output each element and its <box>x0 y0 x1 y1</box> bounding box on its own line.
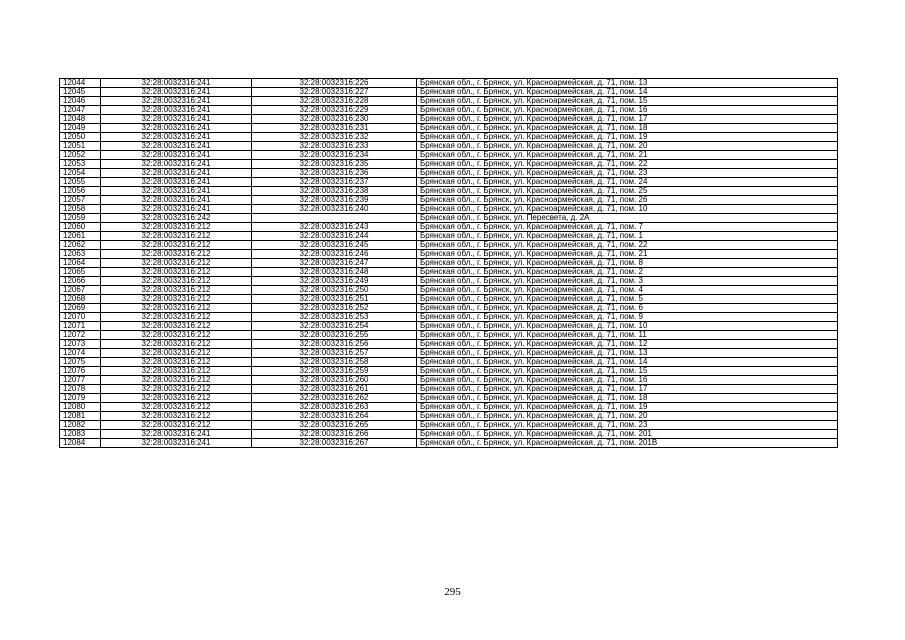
address-cell: Брянская обл., г. Брянск, ул. Красноармейская, д. 71, пом. 10 <box>417 322 838 331</box>
address-cell: Брянская обл., г. Брянск, ул. Красноармейская, д. 71, пом. 9 <box>417 313 838 322</box>
table-row <box>60 268 838 277</box>
row-number-cell: 12053 <box>60 160 101 169</box>
address-cell: Брянская обл., г. Брянск, ул. Красноармейская, д. 71, пом. 14 <box>417 358 838 367</box>
table-row <box>60 403 838 412</box>
parent-cadastral-cell: 32:28:0032316:212 <box>101 268 252 277</box>
parent-cadastral-cell: 32:28:0032316:241 <box>101 151 252 160</box>
address-cell: Брянская обл., г. Брянск, ул. Красноармейская, д. 71, пом. 21 <box>417 151 838 160</box>
table-row <box>60 196 838 205</box>
row-number-cell: 12067 <box>60 286 101 295</box>
address-cell: Брянская обл., г. Брянск, ул. Красноармейская, д. 71, пом. 8 <box>417 259 838 268</box>
cadastral-number-cell: 32:28:0032316:238 <box>252 187 417 196</box>
row-number-cell: 12047 <box>60 106 101 115</box>
parent-cadastral-cell: 32:28:0032316:212 <box>101 322 252 331</box>
cadastral-number-cell: 32:28:0032316:265 <box>252 421 417 430</box>
cadastral-number-cell: 32:28:0032316:232 <box>252 133 417 142</box>
address-cell: Брянская обл., г. Брянск, ул. Красноармейская, д. 71, пом. 12 <box>417 340 838 349</box>
row-number-cell: 12074 <box>60 349 101 358</box>
parent-cadastral-cell: 32:28:0032316:212 <box>101 286 252 295</box>
table-row <box>60 439 838 448</box>
parent-cadastral-cell: 32:28:0032316:241 <box>101 196 252 205</box>
address-cell: Брянская обл., г. Брянск, ул. Красноармейская, д. 71, пом. 14 <box>417 88 838 97</box>
row-number-cell: 12055 <box>60 178 101 187</box>
cadastral-number-cell: 32:28:0032316:254 <box>252 322 417 331</box>
row-number-cell: 12063 <box>60 250 101 259</box>
row-number-cell: 12071 <box>60 322 101 331</box>
address-cell: Брянская обл., г. Брянск, ул. Красноармейская, д. 71, пом. 10 <box>417 205 838 214</box>
row-number-cell: 12065 <box>60 268 101 277</box>
table-row <box>60 187 838 196</box>
address-cell: Брянская обл., г. Брянск, ул. Красноармейская, д. 71, пом. 15 <box>417 367 838 376</box>
cadastral-number-cell: 32:28:0032316:239 <box>252 196 417 205</box>
parent-cadastral-cell: 32:28:0032316:212 <box>101 412 252 421</box>
table-row <box>60 223 838 232</box>
table-row <box>60 430 838 439</box>
table-row <box>60 277 838 286</box>
row-number-cell: 12077 <box>60 376 101 385</box>
parent-cadastral-cell: 32:28:0032316:241 <box>101 187 252 196</box>
parent-cadastral-cell: 32:28:0032316:212 <box>101 331 252 340</box>
table-row <box>60 304 838 313</box>
cadastral-number-cell: 32:28:0032316:266 <box>252 430 417 439</box>
table-row <box>60 394 838 403</box>
parent-cadastral-cell: 32:28:0032316:241 <box>101 115 252 124</box>
cadastral-number-cell: 32:28:0032316:263 <box>252 403 417 412</box>
row-number-cell: 12059 <box>60 214 101 223</box>
cadastral-number-cell: 32:28:0032316:253 <box>252 313 417 322</box>
row-number-cell: 12044 <box>60 79 101 88</box>
cadastral-number-cell: 32:28:0032316:257 <box>252 349 417 358</box>
row-number-cell: 12080 <box>60 403 101 412</box>
table-row <box>60 106 838 115</box>
row-number-cell: 12064 <box>60 259 101 268</box>
row-number-cell: 12060 <box>60 223 101 232</box>
cadastral-number-cell: 32:28:0032316:236 <box>252 169 417 178</box>
address-cell: Брянская обл., г. Брянск, ул. Красноармейская, д. 71, пом. 24 <box>417 178 838 187</box>
row-number-cell: 12057 <box>60 196 101 205</box>
row-number-cell: 12076 <box>60 367 101 376</box>
row-number-cell: 12049 <box>60 124 101 133</box>
address-cell: Брянская обл., г. Брянск, ул. Красноармейская, д. 71, пом. 22 <box>417 160 838 169</box>
parent-cadastral-cell: 32:28:0032316:242 <box>101 214 252 223</box>
address-cell: Брянская обл., г. Брянск, ул. Красноармейская, д. 71, пом. 26 <box>417 196 838 205</box>
table-row <box>60 205 838 214</box>
address-cell: Брянская обл., г. Брянск, ул. Красноармейская, д. 71, пом. 17 <box>417 115 838 124</box>
table-row <box>60 250 838 259</box>
cadastral-number-cell: 32:28:0032316:260 <box>252 376 417 385</box>
row-number-cell: 12048 <box>60 115 101 124</box>
cadastral-number-cell: 32:28:0032316:258 <box>252 358 417 367</box>
table-row <box>60 340 838 349</box>
table-row <box>60 142 838 151</box>
parent-cadastral-cell: 32:28:0032316:241 <box>101 439 252 448</box>
table-row <box>60 259 838 268</box>
cadastral-number-cell: 32:28:0032316:243 <box>252 223 417 232</box>
cadastral-number-cell: 32:28:0032316:252 <box>252 304 417 313</box>
parent-cadastral-cell: 32:28:0032316:212 <box>101 385 252 394</box>
cadastral-number-cell: 32:28:0032316:255 <box>252 331 417 340</box>
table-row <box>60 214 838 223</box>
cadastral-number-cell: 32:28:0032316:259 <box>252 367 417 376</box>
cadastral-number-cell <box>252 214 417 223</box>
parent-cadastral-cell: 32:28:0032316:212 <box>101 250 252 259</box>
cadastral-number-cell: 32:28:0032316:248 <box>252 268 417 277</box>
parent-cadastral-cell: 32:28:0032316:212 <box>101 340 252 349</box>
parent-cadastral-cell: 32:28:0032316:212 <box>101 394 252 403</box>
cadastral-number-cell: 32:28:0032316:249 <box>252 277 417 286</box>
row-number-cell: 12052 <box>60 151 101 160</box>
parent-cadastral-cell: 32:28:0032316:241 <box>101 79 252 88</box>
cadastral-number-cell: 32:28:0032316:247 <box>252 259 417 268</box>
parent-cadastral-cell: 32:28:0032316:241 <box>101 88 252 97</box>
row-number-cell: 12061 <box>60 232 101 241</box>
table-row <box>60 349 838 358</box>
parent-cadastral-cell: 32:28:0032316:212 <box>101 421 252 430</box>
parent-cadastral-cell: 32:28:0032316:212 <box>101 358 252 367</box>
address-cell: Брянская обл., г. Брянск, ул. Красноармейская, д. 71, пом. 15 <box>417 97 838 106</box>
table-row <box>60 133 838 142</box>
address-cell: Брянская обл., г. Брянск, ул. Красноармейская, д. 71, пом. 201В <box>417 439 838 448</box>
address-cell: Брянская обл., г. Брянск, ул. Красноармейская, д. 71, пом. 23 <box>417 421 838 430</box>
address-cell: Брянская обл., г. Брянск, ул. Красноармейская, д. 71, пом. 201 <box>417 430 838 439</box>
table-row <box>60 286 838 295</box>
address-cell: Брянская обл., г. Брянск, ул. Красноармейская, д. 71, пом. 19 <box>417 133 838 142</box>
cadastral-number-cell: 32:28:0032316:240 <box>252 205 417 214</box>
address-cell: Брянская обл., г. Брянск, ул. Красноармейская, д. 71, пом. 20 <box>417 142 838 151</box>
cadastral-number-cell: 32:28:0032316:264 <box>252 412 417 421</box>
address-cell: Брянская обл., г. Брянск, ул. Пересвета, д. 2А <box>417 214 838 223</box>
row-number-cell: 12083 <box>60 430 101 439</box>
row-number-cell: 12045 <box>60 88 101 97</box>
cadastral-number-cell: 32:28:0032316:228 <box>252 97 417 106</box>
table-row <box>60 88 838 97</box>
parent-cadastral-cell: 32:28:0032316:212 <box>101 232 252 241</box>
row-number-cell: 12073 <box>60 340 101 349</box>
table-row <box>60 376 838 385</box>
parent-cadastral-cell: 32:28:0032316:212 <box>101 349 252 358</box>
cadastral-number-cell: 32:28:0032316:251 <box>252 295 417 304</box>
address-cell: Брянская обл., г. Брянск, ул. Красноармейская, д. 71, пом. 18 <box>417 124 838 133</box>
parent-cadastral-cell: 32:28:0032316:212 <box>101 241 252 250</box>
cadastral-number-cell: 32:28:0032316:261 <box>252 385 417 394</box>
parent-cadastral-cell: 32:28:0032316:212 <box>101 313 252 322</box>
parent-cadastral-cell: 32:28:0032316:212 <box>101 304 252 313</box>
row-number-cell: 12070 <box>60 313 101 322</box>
parent-cadastral-cell: 32:28:0032316:241 <box>101 430 252 439</box>
cadastral-number-cell: 32:28:0032316:230 <box>252 115 417 124</box>
row-number-cell: 12051 <box>60 142 101 151</box>
row-number-cell: 12082 <box>60 421 101 430</box>
cadastral-number-cell: 32:28:0032316:231 <box>252 124 417 133</box>
address-cell: Брянская обл., г. Брянск, ул. Красноармейская, д. 71, пом. 13 <box>417 349 838 358</box>
table-row <box>60 124 838 133</box>
address-cell: Брянская обл., г. Брянск, ул. Красноармейская, д. 71, пом. 21 <box>417 250 838 259</box>
row-number-cell: 12079 <box>60 394 101 403</box>
parent-cadastral-cell: 32:28:0032316:212 <box>101 376 252 385</box>
cadastral-number-cell: 32:28:0032316:227 <box>252 88 417 97</box>
parent-cadastral-cell: 32:28:0032316:241 <box>101 169 252 178</box>
cadastral-number-cell: 32:28:0032316:235 <box>252 160 417 169</box>
address-cell: Брянская обл., г. Брянск, ул. Красноармейская, д. 71, пом. 4 <box>417 286 838 295</box>
table-row <box>60 322 838 331</box>
table-row <box>60 178 838 187</box>
table-row <box>60 160 838 169</box>
address-cell: Брянская обл., г. Брянск, ул. Красноармейская, д. 71, пом. 16 <box>417 106 838 115</box>
cadastral-number-cell: 32:28:0032316:256 <box>252 340 417 349</box>
address-cell: Брянская обл., г. Брянск, ул. Красноармейская, д. 71, пом. 16 <box>417 376 838 385</box>
table-row <box>60 79 838 88</box>
address-cell: Брянская обл., г. Брянск, ул. Красноармейская, д. 71, пом. 1 <box>417 232 838 241</box>
address-cell: Брянская обл., г. Брянск, ул. Красноармейская, д. 71, пом. 5 <box>417 295 838 304</box>
address-cell: Брянская обл., г. Брянск, ул. Красноармейская, д. 71, пом. 2 <box>417 268 838 277</box>
parent-cadastral-cell: 32:28:0032316:241 <box>101 142 252 151</box>
parent-cadastral-cell: 32:28:0032316:212 <box>101 403 252 412</box>
cadastral-number-cell: 32:28:0032316:267 <box>252 439 417 448</box>
cadastral-number-cell: 32:28:0032316:244 <box>252 232 417 241</box>
parent-cadastral-cell: 32:28:0032316:212 <box>101 277 252 286</box>
cadastral-number-cell: 32:28:0032316:250 <box>252 286 417 295</box>
address-cell: Брянская обл., г. Брянск, ул. Красноармейская, д. 71, пом. 18 <box>417 394 838 403</box>
table-row <box>60 151 838 160</box>
table-row <box>60 169 838 178</box>
parent-cadastral-cell: 32:28:0032316:241 <box>101 160 252 169</box>
address-cell: Брянская обл., г. Брянск, ул. Красноармейская, д. 71, пом. 22 <box>417 241 838 250</box>
parent-cadastral-cell: 32:28:0032316:212 <box>101 259 252 268</box>
table-row <box>60 412 838 421</box>
row-number-cell: 12084 <box>60 439 101 448</box>
address-cell: Брянская обл., г. Брянск, ул. Красноармейская, д. 71, пом. 19 <box>417 403 838 412</box>
row-number-cell: 12068 <box>60 295 101 304</box>
table-row <box>60 232 838 241</box>
cadastral-number-cell: 32:28:0032316:229 <box>252 106 417 115</box>
registry-table <box>59 78 838 448</box>
row-number-cell: 12050 <box>60 133 101 142</box>
table-row <box>60 331 838 340</box>
cadastral-number-cell: 32:28:0032316:233 <box>252 142 417 151</box>
page-number: 295 <box>444 586 461 598</box>
table-row <box>60 115 838 124</box>
row-number-cell: 12081 <box>60 412 101 421</box>
row-number-cell: 12056 <box>60 187 101 196</box>
row-number-cell: 12078 <box>60 385 101 394</box>
table-row <box>60 97 838 106</box>
row-number-cell: 12054 <box>60 169 101 178</box>
parent-cadastral-cell: 32:28:0032316:241 <box>101 106 252 115</box>
address-cell: Брянская обл., г. Брянск, ул. Красноармейская, д. 71, пом. 25 <box>417 187 838 196</box>
address-cell: Брянская обл., г. Брянск, ул. Красноармейская, д. 71, пом. 6 <box>417 304 838 313</box>
cadastral-number-cell: 32:28:0032316:237 <box>252 178 417 187</box>
table-row <box>60 367 838 376</box>
address-cell: Брянская обл., г. Брянск, ул. Красноармейская, д. 71, пом. 20 <box>417 412 838 421</box>
address-cell: Брянская обл., г. Брянск, ул. Красноармейская, д. 71, пом. 23 <box>417 169 838 178</box>
parent-cadastral-cell: 32:28:0032316:212 <box>101 223 252 232</box>
row-number-cell: 12062 <box>60 241 101 250</box>
cadastral-number-cell: 32:28:0032316:245 <box>252 241 417 250</box>
cadastral-number-cell: 32:28:0032316:246 <box>252 250 417 259</box>
table-row <box>60 358 838 367</box>
cadastral-number-cell: 32:28:0032316:226 <box>252 79 417 88</box>
cadastral-number-cell: 32:28:0032316:262 <box>252 394 417 403</box>
row-number-cell: 12069 <box>60 304 101 313</box>
address-cell: Брянская обл., г. Брянск, ул. Красноармейская, д. 71, пом. 11 <box>417 331 838 340</box>
address-cell: Брянская обл., г. Брянск, ул. Красноармейская, д. 71, пом. 7 <box>417 223 838 232</box>
parent-cadastral-cell: 32:28:0032316:212 <box>101 295 252 304</box>
table-row <box>60 313 838 322</box>
row-number-cell: 12058 <box>60 205 101 214</box>
parent-cadastral-cell: 32:28:0032316:241 <box>101 205 252 214</box>
table-row <box>60 295 838 304</box>
row-number-cell: 12066 <box>60 277 101 286</box>
cadastral-number-cell: 32:28:0032316:234 <box>252 151 417 160</box>
row-number-cell: 12072 <box>60 331 101 340</box>
parent-cadastral-cell: 32:28:0032316:212 <box>101 367 252 376</box>
row-number-cell: 12046 <box>60 97 101 106</box>
address-cell: Брянская обл., г. Брянск, ул. Красноармейская, д. 71, пом. 17 <box>417 385 838 394</box>
parent-cadastral-cell: 32:28:0032316:241 <box>101 133 252 142</box>
parent-cadastral-cell: 32:28:0032316:241 <box>101 97 252 106</box>
table-row <box>60 385 838 394</box>
registry-table-body <box>60 79 838 448</box>
parent-cadastral-cell: 32:28:0032316:241 <box>101 124 252 133</box>
table-row <box>60 241 838 250</box>
address-cell: Брянская обл., г. Брянск, ул. Красноармейская, д. 71, пом. 13 <box>417 79 838 88</box>
address-cell: Брянская обл., г. Брянск, ул. Красноармейская, д. 71, пом. 3 <box>417 277 838 286</box>
table-row <box>60 421 838 430</box>
parent-cadastral-cell: 32:28:0032316:241 <box>101 178 252 187</box>
row-number-cell: 12075 <box>60 358 101 367</box>
